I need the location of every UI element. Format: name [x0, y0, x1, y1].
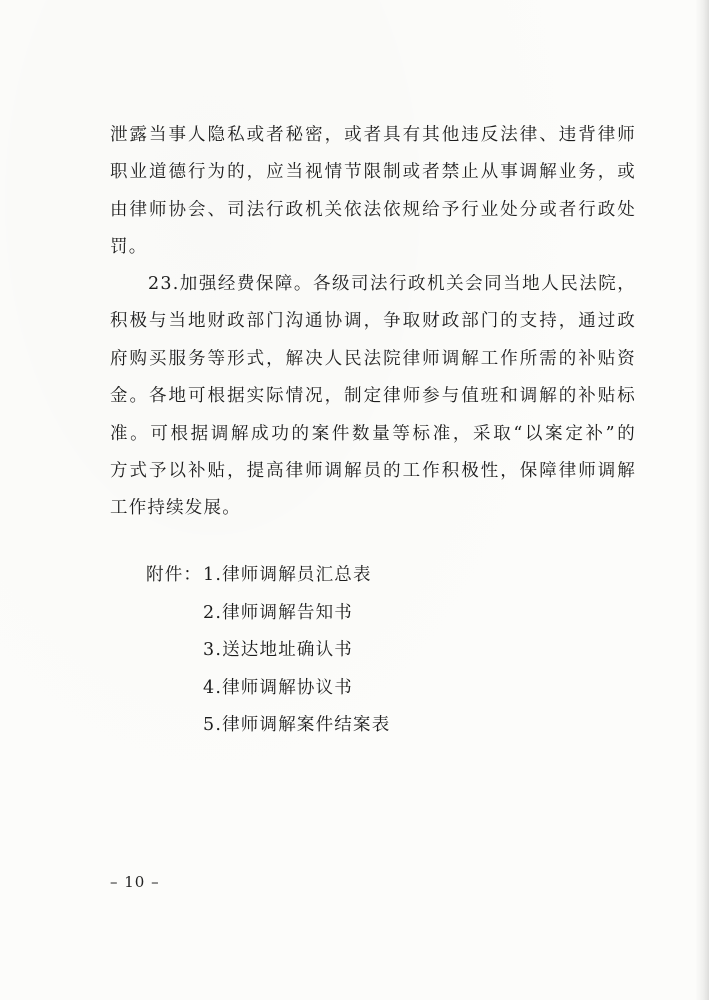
- text-line: 由律师协会、司法行政机关依法依规给予行业处分或者行政处: [110, 199, 636, 220]
- scan-edge-shadow: [695, 0, 709, 1000]
- text-line: 职业道德行为的，应当视情节限制或者禁止从事调解业务，或: [110, 162, 636, 183]
- paragraph-2: [110, 266, 636, 528]
- attachment-row: [146, 670, 390, 708]
- text-line: 泄露当事人隐私或者秘密，或者具有其他违反法律、违背律师: [110, 125, 636, 145]
- text-line: 积极与当地财政部门沟通协调，争取财政部门的支持，通过政: [110, 311, 636, 332]
- text-line: 工作持续发展。: [110, 498, 241, 519]
- attachment-row: [146, 557, 390, 595]
- attachments-list: [146, 557, 390, 745]
- attachments-label: 附件：: [146, 565, 203, 585]
- attachment-row: [146, 707, 390, 745]
- text-line: 方式予以补贴，提高律师调解员的工作积极性，保障律师调解: [110, 461, 636, 482]
- text-line: 罚。: [110, 237, 148, 258]
- text-line: 金。各地可根据实际情况，制定律师参与值班和调解的补贴标: [110, 386, 636, 407]
- attachment-item: 5.律师调解案件结案表: [203, 715, 391, 736]
- attachment-item: 2.律师调解告知书: [203, 602, 353, 623]
- attachment-row: [146, 632, 390, 670]
- text-line: 23.加强经费保障。各级司法行政机关会同当地人民法院，: [110, 274, 636, 294]
- attachment-item: 4.律师调解协议书: [203, 677, 353, 698]
- text-line: 准。可根据调解成功的案件数量等标准，采取“以案定补”的: [110, 423, 636, 444]
- attachment-item: 3.送达地址确认书: [203, 640, 353, 661]
- page-number: – 10 –: [110, 873, 160, 891]
- attachment-item: 1.律师调解员汇总表: [203, 565, 372, 585]
- text-line: 府购买服务等形式，解决人民法院律师调解工作所需的补贴资: [110, 348, 636, 369]
- attachment-row: [146, 595, 390, 633]
- paragraph-1: [110, 117, 636, 267]
